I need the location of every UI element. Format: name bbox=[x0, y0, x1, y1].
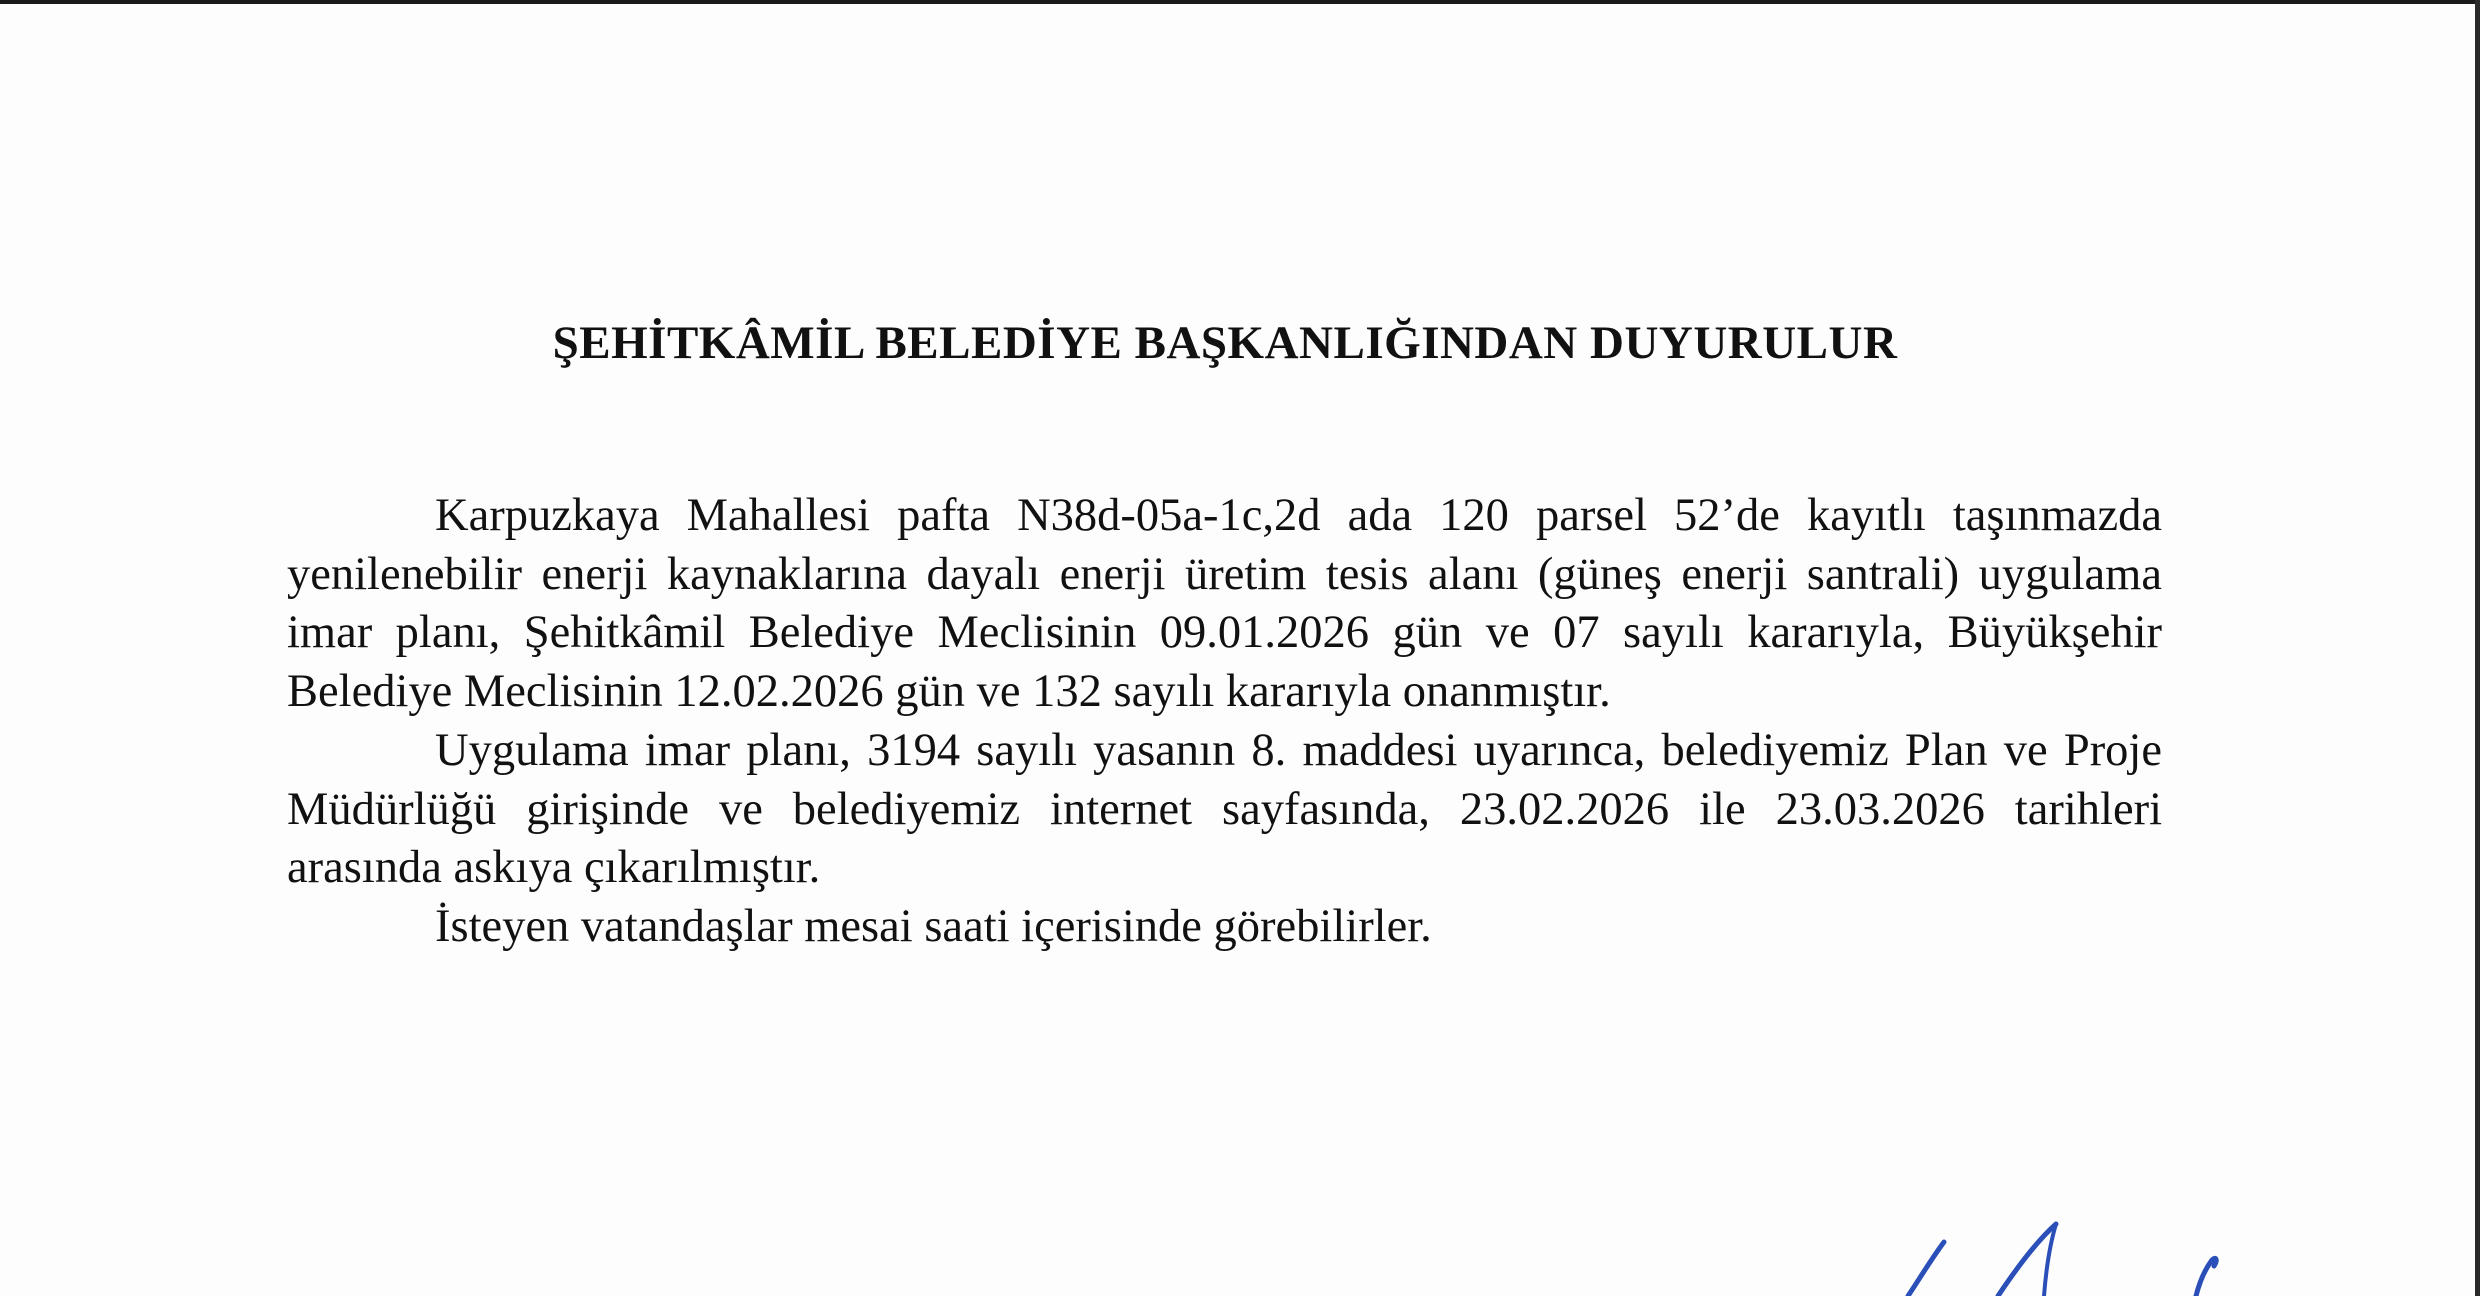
signature-handwriting bbox=[1880, 1200, 2340, 1296]
announcement-title: ŞEHİTKÂMİL BELEDİYE BAŞKANLIĞINDAN DUYURULUR bbox=[552, 317, 1898, 369]
paragraph-public-display: Uygulama imar planı, 3194 sayılı yasanın 8. maddesi uyarınca, belediyemiz Plan ve Proje Müdürlüğü girişinde ve belediyemiz internet sayfasında, 23.02.2026 ile 23.03.2026 tarihleri arasında askıya çıkarılmıştır. bbox=[287, 724, 2162, 894]
paragraph-citizens-notice: İsteyen vatandaşlar mesai saati içerisinde görebilirler. bbox=[435, 900, 1432, 952]
paragraph-plan-approval: Karpuzkaya Mahallesi pafta N38d-05a-1c,2d ada 120 parsel 52’de kayıtlı taşınmazda yenilenebilir enerji kaynaklarına dayalı enerji üretim tesis alanı (güneş enerji santrali) uygulama imar planı, Şehitkâmil Belediye Meclisinin 09.01.2026 gün ve 07 sayılı kararıyla, Büyükşehir Belediye Meclisinin 12.02.2026 gün ve 132 sayılı kararıyla onanmıştır. bbox=[287, 490, 2162, 718]
announcement-body bbox=[287, 487, 2162, 957]
scan-right-edge bbox=[2475, 0, 2480, 1296]
scan-top-edge bbox=[0, 0, 2480, 4]
